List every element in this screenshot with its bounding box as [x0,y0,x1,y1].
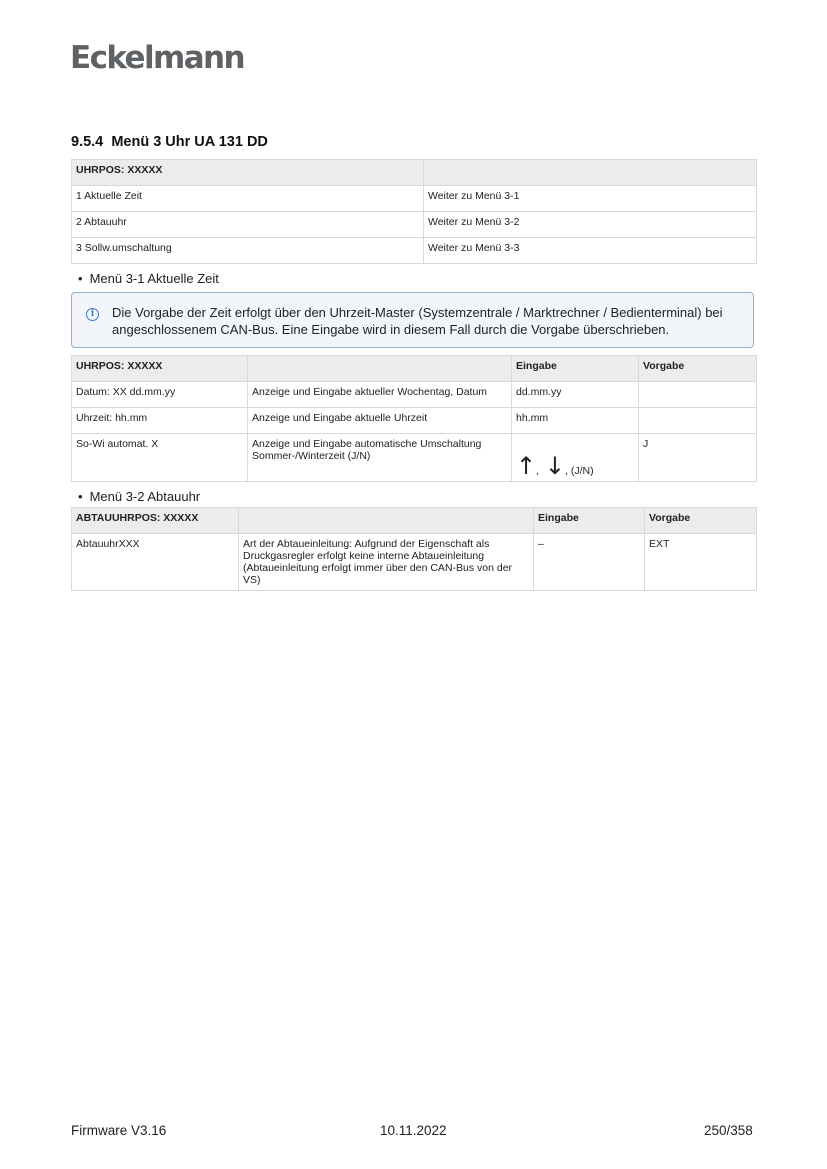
table-cell: Anzeige und Eingabe aktueller Wochentag, Datum [248,382,512,408]
table-header-row [72,160,757,186]
table-header-row [72,508,757,534]
footer-firmware: Firmware V3.16 [71,1123,167,1138]
table-cell [639,408,757,434]
arrow-down-icon: ↓ [544,452,565,480]
table-header-cell [239,508,534,534]
footer-page-number: 250/358 [704,1123,753,1138]
company-logo: Eckelmann [70,40,244,76]
table-header-cell: Vorgabe [645,508,757,534]
menu-3-table [71,159,757,264]
table-cell: – [534,534,645,591]
input-separator: , [536,465,540,477]
info-note [71,292,754,348]
bullet-icon: • [78,271,83,286]
table-header-cell: Eingabe [534,508,645,534]
table-cell: So-Wi automat. X [72,434,248,482]
table-cell [512,434,639,482]
table-header-cell: UHRPOS: XXXXX [72,356,248,382]
table-cell: Datum: XX dd.mm.yy [72,382,248,408]
info-icon: i [86,308,99,321]
footer-date: 10.11.2022 [380,1123,447,1138]
table-row [72,238,757,264]
bullet-item [78,489,200,504]
table-row [72,534,757,591]
table-row [72,408,757,434]
table-row [72,382,757,408]
table-cell: Anzeige und Eingabe aktuelle Uhrzeit [248,408,512,434]
table-row [72,434,757,482]
table-cell: Uhrzeit: hh.mm [72,408,248,434]
input-arrows [516,452,594,480]
menu-3-2-table [71,507,757,591]
table-header-cell: UHRPOS: XXXXX [72,160,424,186]
table-header-cell: Vorgabe [639,356,757,382]
table-cell: Weiter zu Menü 3-3 [424,238,757,264]
table-cell: Art der Abtaueinleitung: Aufgrund der Eigenschaft als Druckgasregler erfolgt keine interne Abtaueinleitung (Abtaueinleitung erfolgt immer über den CAN-Bus von der VS) [239,534,534,591]
table-header-cell: ABTAUUHRPOS: XXXXX [72,508,239,534]
table-cell: hh.mm [512,408,639,434]
table-header-cell [248,356,512,382]
table-row [72,212,757,238]
bullet-item [78,271,219,286]
table-cell: Weiter zu Menü 3-1 [424,186,757,212]
table-row [72,186,757,212]
info-note-text: Die Vorgabe der Zeit erfolgt über den Uhrzeit-Master (Systemzentrale / Marktrechner / Bedienterminal) bei angeschlossenem CAN-Bus. Eine Eingabe wird in diesem Fall durch die Vorgabe überschrieben. [112,305,723,337]
bullet-icon: • [78,489,83,504]
input-suffix: , (J/N) [564,465,594,477]
table-cell: EXT [645,534,757,591]
table-cell: Anzeige und Eingabe automatische Umschaltung Sommer-/Winterzeit (J/N) [248,434,512,482]
table-header-row [72,356,757,382]
arrow-up-icon: ↑ [516,452,537,480]
bullet-text: Menü 3-1 Aktuelle Zeit [89,271,219,286]
table-cell: J [639,434,757,482]
bullet-text: Menü 3-2 Abtauuhr [89,489,201,504]
table-cell: 2 Abtauuhr [72,212,424,238]
table-cell [639,382,757,408]
table-cell: 1 Aktuelle Zeit [72,186,424,212]
section-heading [71,134,268,150]
section-number: 9.5.4 [71,134,104,150]
table-cell: dd.mm.yy [512,382,639,408]
table-header-cell: Eingabe [512,356,639,382]
section-title: Menü 3 Uhr UA 131 DD [111,134,268,150]
table-cell: Weiter zu Menü 3-2 [424,212,757,238]
menu-3-1-table [71,355,757,482]
table-cell: AbtauuhrXXX [72,534,239,591]
table-header-cell [424,160,757,186]
table-cell: 3 Sollw.umschaltung [72,238,424,264]
